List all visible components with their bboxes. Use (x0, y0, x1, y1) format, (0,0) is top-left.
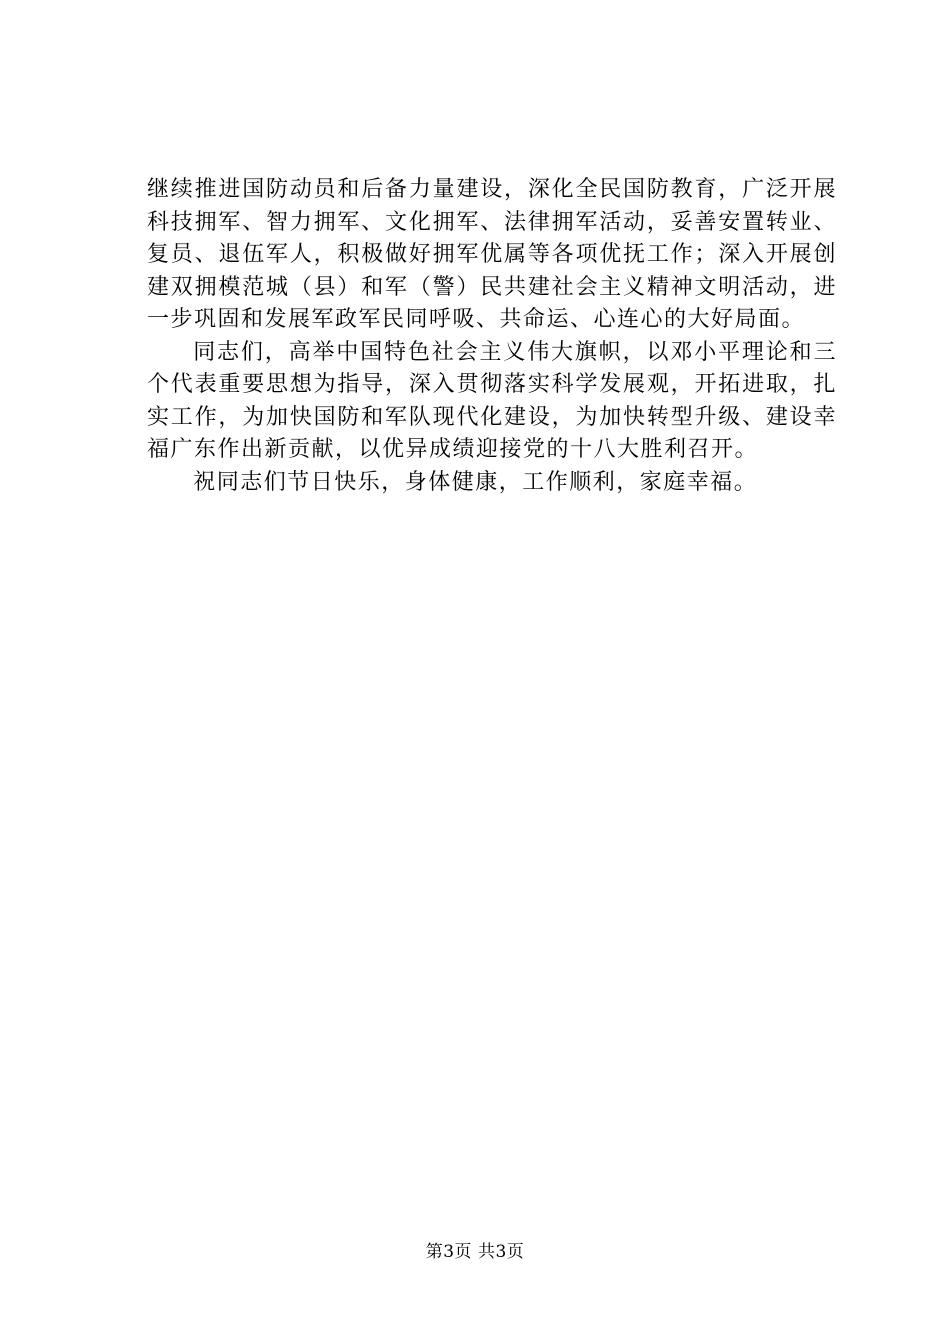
document-body (147, 174, 837, 499)
page-number-footer: 第3页 共3页 (425, 1242, 525, 1262)
paragraph-wishes: 祝同志们节日快乐，身体健康，工作顺利，家庭幸福。 (193, 469, 758, 495)
paragraph-continuation: 继续推进国防动员和后备力量建设，深化全民国防教育，广泛开展科技拥军、智力拥军、文化拥军、法律拥军活动，妥善安置转业、复员、退伍军人，积极做好拥军优属等各项优抚工作；深入开展创建双拥模范城（县）和军（警）民共建社会主义精神文明活动，进一步巩固和发展军政军民同呼吸、共命运、心连心的大好局面。 (147, 177, 837, 332)
paragraph-comrades: 同志们，高举中国特色社会主义伟大旗帜，以邓小平理论和三个代表重要思想为指导，深入贯彻落实科学发展观，开拓进取，扎实工作，为加快国防和军队现代化建设，为加快转型升级、建设幸福广东作出新贡献，以优异成绩迎接党的十八大胜利召开。 (147, 339, 837, 462)
